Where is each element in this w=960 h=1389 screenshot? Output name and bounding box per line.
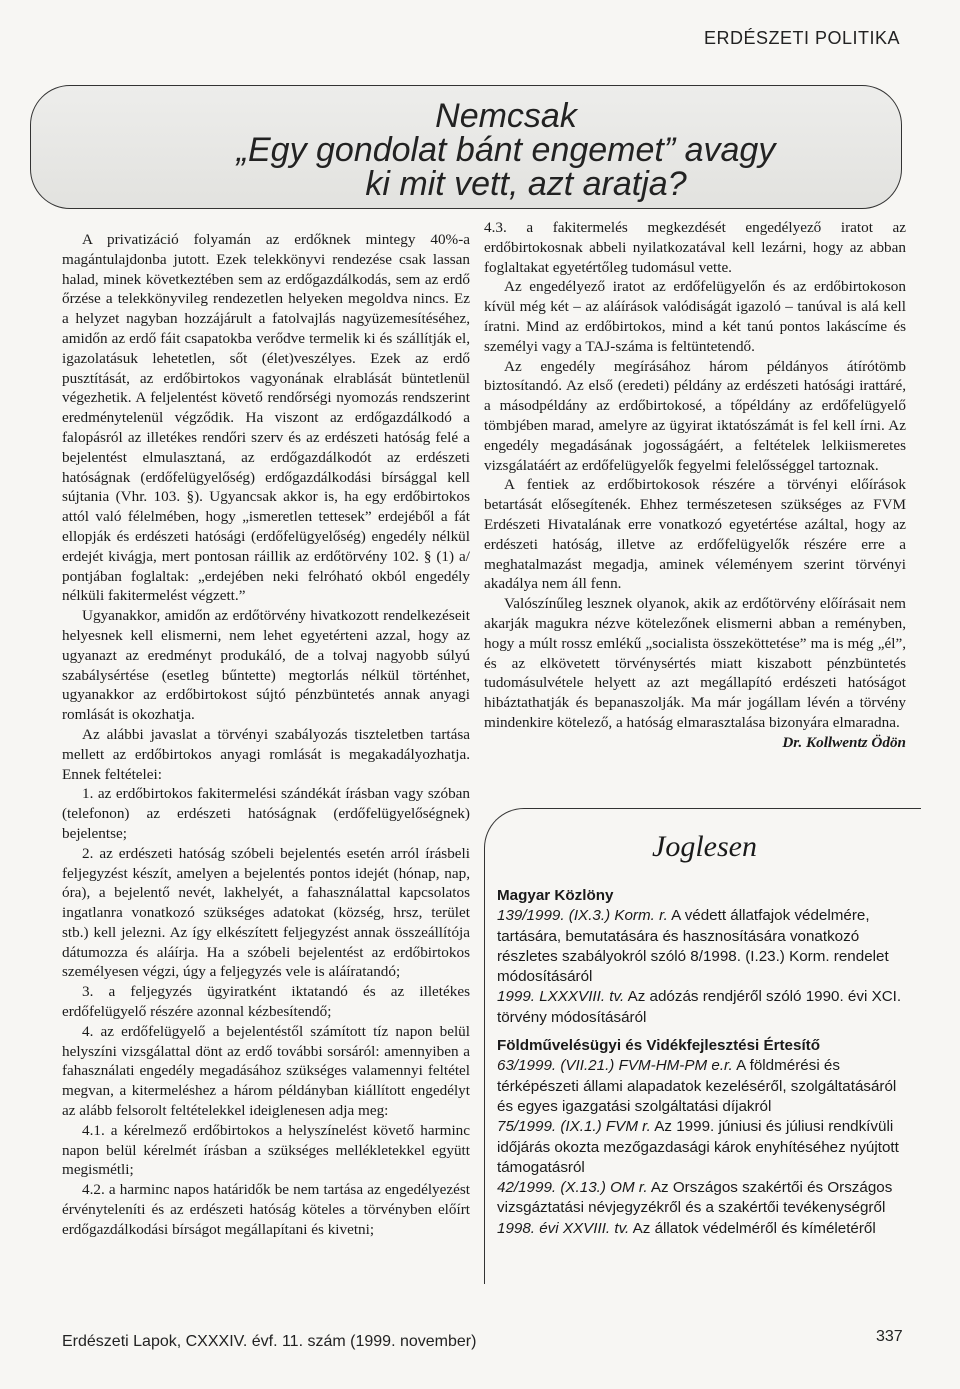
joglesen-title: Joglesen	[652, 830, 757, 863]
paragraph: Az engedélyező iratot az erdőfelügyelőn és az erdőbirtokoson kívül még két – az aláírások valódiságát igazoló – tanúval is alá kell íratni. Mind az erdőbirtokos, mind a két tanú pontos lakáscíme és személyi vagy a TAJ-száma is feltüntetendő.	[484, 278, 906, 355]
joglesen-section-head: Magyar Közlöny	[497, 887, 614, 904]
law-ref: 139/1999. (IX.3.) Korm. r.	[497, 907, 668, 925]
list-item	[497, 987, 907, 1028]
law-ref: 63/1999. (VII.21.) FVM-HM-PM e.r.	[497, 1057, 733, 1075]
paragraph: Ugyanakkor, amidőn az erdőtörvény hivatkozott rendelkezéseit helyesnek kell elismerni, nem lehet egyetérteni azzal, hogy az ugyanazt az eredményt produkáló, de a tolvaj nagyobb súlyú szabálysértése (esetleg bűntette) megtorlás nélkül történhet, ugyanakkor az erdőbirtokost sújtó pénzbüntetés annak anyagi romlását is okozhatja.	[62, 607, 470, 724]
footer-journal: Erdészeti Lapok, CXXXIV. évf. 11. szám (1999. november)	[62, 1333, 477, 1350]
paragraph: A privatizáció folyamán az erdőknek mintegy 40%-a magántulajdonba jutott. Ezek telekkönyvi rendezése csak lassan halad, minek következtében sem az erdőgazdálkodás, sem az erdő őrzése a telekkönyvileg rendezetlen helyeken megoldva nincs. Ez a helyzet nagyban hozzájárult a fatolvajlás nagyüzemesítéséhez, amidőn az erdő fáit csapatokba verődve termelik ki és szállítják el, igazolatásuk lehetetlen, sőt (élet)veszélyes. Ezek az erdő pusztítását, az erdőbirtokos vagyonának elrablását büntetlenül végezhetik. A feljelentést követő rendőrségi nyomozás rendszerint eredménytelenül végződik. Ha viszont az erdőgazdálkodó a falopásról az illetékes rendőri szerv és az erdészeti hatóság felé a bejelentést elmulasztaná, az erdőgazdálkodót az erdészeti hatóságnak (erdőfelügyelőség) erdőgazdálkodási bírsággal kell sújtania (Vhr. 103. §). Ugyancsak akkor is, ha egy erdőbirtokos attól való félelmében, hogy „ismeretlen tettesek” erdejéből a fát ellopják és erdészeti hatósági (erdőfelügyelőség) engedély nélkül erdejét kivágja, mert pontosan ráillik az erdőtörvény 102. § (1) a/ pontjában foglaltak: „erdejében neki felróható okból engedély nélküli fakitermelést végzett.”	[62, 231, 470, 605]
list-item	[497, 1178, 907, 1219]
law-title: Az adózás rendjéről szóló 1990. évi XCI. törvény módosításáról	[497, 988, 902, 1026]
law-title: Az 1999. júniusi és júliusi rendkívüli időjárás okozta mezőgazdasági károk enyhítéséhez nyújtott támogatásról	[497, 1118, 899, 1176]
title-box	[30, 85, 902, 209]
left-column	[62, 230, 470, 1240]
article-title-line-1: Nemcsak	[435, 97, 577, 135]
article-title-line-3: ki mit vett, azt aratja?	[365, 165, 687, 203]
list-item: 4. az erdőfelügyelő a bejelentéstől számított tíz napon belül helyszíni vizsgálattal dönt az erdő további sorsáról: amennyiben a fahasználati engedély megadásához szükséges valamennyi feltétel megvan, a kitermeléshez a három példányban kiállított engedélyt az alább felsorolt feltételekkel ideiglenesen adja meg:	[62, 1022, 470, 1120]
list-item: 4.2. a harminc napos határidők be nem tartása az engedélyezést érvényteleníti és az erdészeti hatóság köteles a törvényben előírt erdőgazdálkodási bírságot megállapítani és kivetni;	[62, 1181, 470, 1238]
right-column	[484, 218, 906, 753]
list-item: 4.1. a kérelmező erdőbirtokos a helyszínelést követő harminc napon belül kérelmét írásban a szükséges mellékletekkel együtt megismétli;	[62, 1121, 470, 1179]
law-title: Az Országos szakértői és Országos vizsgáztatási névjegyzékről és a szakértői tevékenységről	[497, 1179, 893, 1217]
list-item: 3. a feljegyzés ügyiratként iktatandó és az illetékes erdőfelügyelő részére azonnal kézbesítendő;	[62, 983, 470, 1021]
article-title-line-2: „Egy gondolat bánt engemet” avagy	[236, 131, 776, 169]
law-ref: 75/1999. (IX.1.) FVM r.	[497, 1118, 651, 1136]
paragraph: A fentiek az erdőbirtokosok részére a törvényi előírások betartását elősegítenék. Ehhez természetesen szükséges az FVM Erdészeti Hivatalának erre vonatkozó egyetértése azáltal, hogy az erdészeti hatóság, illetve az erdőfelügyelők részére erre a meghatalmazást megadja, aminek véleményem szerint törvényi akadálya nem áll fenn.	[484, 476, 906, 593]
paragraph: Az engedély megírásához három példányos átírótömb biztosítandó. Az első (eredeti) példány az erdészeti hatósági irattáré, a másodpéldány az erdőbirtokosé, a tőpéldány az erdőfelügyelő tömbjében marad, amelyre az ügyirat iktatószámát is fel kell írni. Az engedély megadásának jogosságáért, a feltételek lelkiismeretes vizsgálatáért az erdőfelügyelők fegyelmi felelősséggel tartoznak.	[484, 357, 906, 474]
law-ref: 1999. LXXXVIII. tv.	[497, 988, 625, 1006]
law-title: Az állatok védelméről és kíméletéről	[629, 1219, 876, 1237]
section-header: ERDÉSZETI POLITIKA	[703, 28, 900, 48]
joglesen-section-head: Földművelésügyi és Vidékfejlesztési Értesítő	[497, 1037, 821, 1055]
list-item: 2. az erdészeti hatóság szóbeli bejelentés esetén arról írásbeli feljegyzést készít, amelyen a bejelentés pontos idejét (hónap, nap, óra), a bejelentő nevét, lakhelyét, a fahasználattal kapcsolatos ingatlanra vonatkozó szükséges adatokat (község, hrsz, terület stb.) kell jelezni. Az így elkészített feljegyzést annak összeállítója dátumozza és aláírja. Ha a szóbeli bejelentést az erdőbirtokos személyesen végzi, úgy a feljegyzés vele is aláíratandó;	[62, 844, 470, 981]
page-number: 337	[876, 1328, 903, 1345]
list-item	[497, 1056, 907, 1117]
list-item: 4.3. a fakitermelés megkezdését engedélyező iratot az erdőbirtokosnak abbeli nyilatkozatával kell lezárni, hogy az abban foglaltakat egyetértőleg tudomásul vette.	[484, 219, 906, 276]
law-ref: 42/1999. (X.13.) OM r.	[497, 1179, 648, 1197]
author-signature: Dr. Kollwentz Ödön	[782, 733, 906, 751]
joglesen-list	[497, 878, 907, 1239]
law-ref: 1998. évi XXVIII. tv.	[497, 1219, 630, 1237]
list-item	[497, 1117, 907, 1178]
list-item	[497, 1219, 907, 1239]
list-item: 1. az erdőbirtokos fakitermelési szándékát írásban vagy szóban (telefonon) az erdészeti hatóságnak (erdőfelügyelőségnek) bejelentse;	[62, 785, 470, 842]
law-title: A földmérési és térképészeti állami alapadatok kezeléséről, szolgáltatásáról és egyes igazgatási szolgáltatási díjakról	[497, 1057, 897, 1115]
paragraph: Valószínűleg lesznek olyanok, akik az erdőtörvény előírásait nem akarják magukra nézve kötelezőnek elismerni abban a reményben, hogy a múlt rossz emlékű „socialista összeköttetése” ma is még „él”, és az elkövetett törvénysértés miatt kiszabott pénzbüntetés tudomásulvétele helyett az azt megállapító erdészeti hatóságot hibáztathatják és bepanaszolják. Ma már jogállam lévén a törvény mindenkire kötelező, a hatóság elmarasztalása bizonyára elmaradna.	[484, 595, 906, 731]
law-title: A védett állatfajok védelmére, tartására, bemutatására és hasznosítására vonatkozó részletes szabályokról szóló 8/1998. (I.23.) Korm. rendelet módosításáról	[497, 907, 889, 986]
list-item	[497, 906, 907, 987]
paragraph: Az alábbi javaslat a törvényi szabályozás tiszteletben tartása mellett az erdőbirtokos anyagi romlását is megakadályozhatja. Ennek feltételei:	[62, 725, 470, 783]
